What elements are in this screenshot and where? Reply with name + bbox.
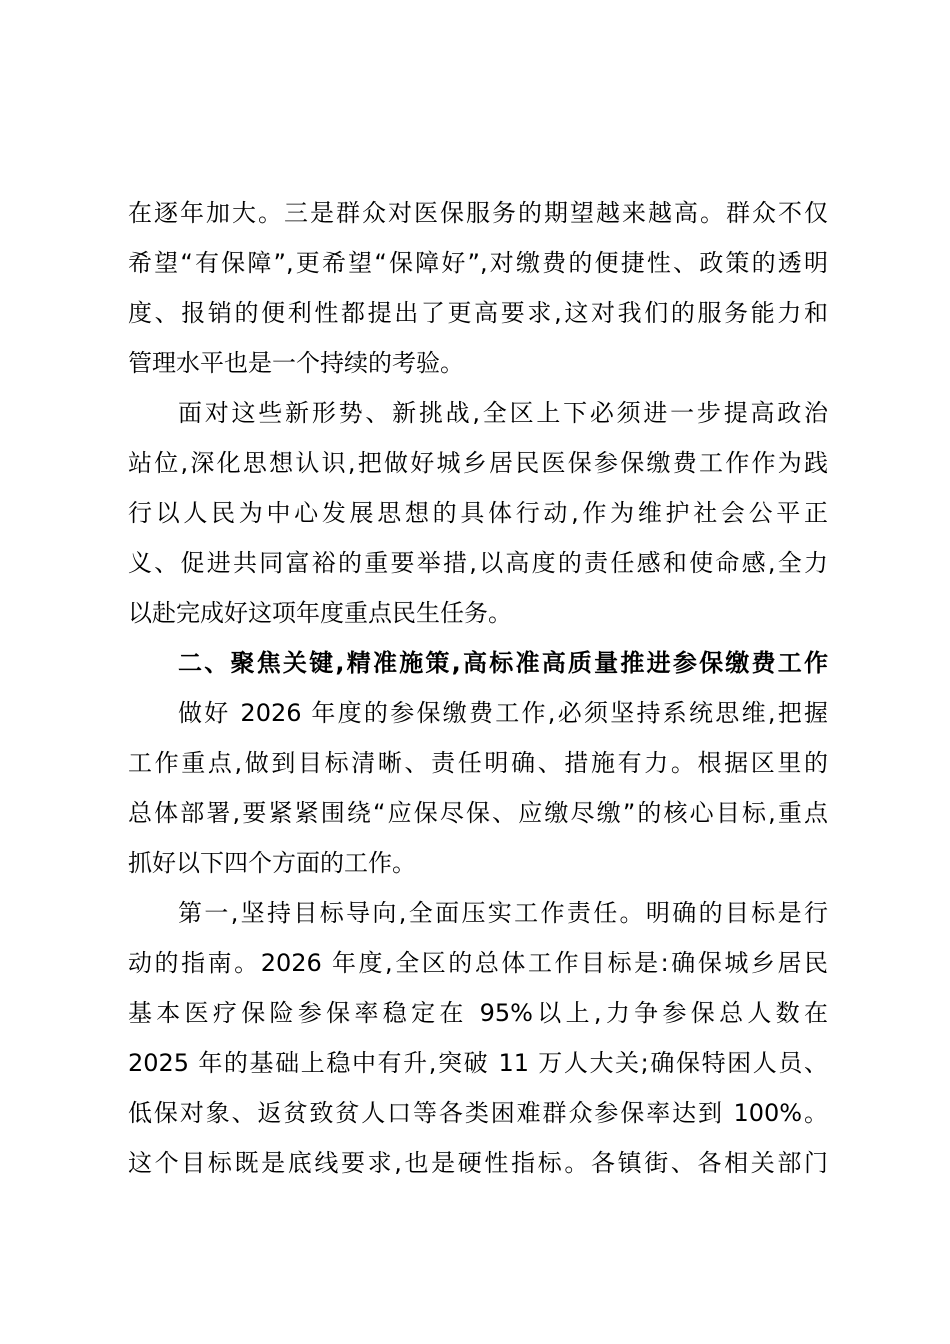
text-line: 抓好以下四个方面的工作。 bbox=[128, 849, 416, 877]
text-line: 度、报销的便利性都提出了更高要求,这对我们的服务能力和 bbox=[128, 299, 828, 327]
text-line: 做好 2026 年度的参保缴费工作,必须坚持系统思维,把握 bbox=[178, 699, 828, 727]
text-line: 站位,深化思想认识,把做好城乡居民医保参保缴费工作作为践 bbox=[128, 449, 828, 477]
text-line: 低保对象、返贫致贫人口等各类困难群众参保率达到 100%。 bbox=[128, 1099, 828, 1127]
text-line: 动的指南。2026 年度,全区的总体工作目标是:确保城乡居民 bbox=[128, 949, 828, 977]
text-line: 第一,坚持目标导向,全面压实工作责任。明确的目标是行 bbox=[178, 899, 828, 927]
text-line: 这个目标既是底线要求,也是硬性指标。各镇街、各相关部门 bbox=[128, 1149, 828, 1177]
text-line: 工作重点,做到目标清晰、责任明确、措施有力。根据区里的 bbox=[128, 749, 828, 777]
text-line: 希望“有保障”,更希望“保障好”,对缴费的便捷性、政策的透明 bbox=[128, 249, 828, 277]
text-line: 在逐年加大。三是群众对医保服务的期望越来越高。群众不仅 bbox=[128, 199, 828, 227]
text-line: 面对这些新形势、新挑战,全区上下必须进一步提高政治 bbox=[178, 399, 828, 427]
text-line: 以赴完成好这项年度重点民生任务。 bbox=[128, 599, 512, 627]
text-line: 基本医疗保险参保率稳定在 95%以上,力争参保总人数在 bbox=[128, 999, 828, 1027]
section-heading: 二、聚焦关键,精准施策,高标准高质量推进参保缴费工作 bbox=[178, 649, 828, 677]
text-line: 总体部署,要紧紧围绕“应保尽保、应缴尽缴”的核心目标,重点 bbox=[128, 799, 828, 827]
text-line: 义、促进共同富裕的重要举措,以高度的责任感和使命感,全力 bbox=[128, 549, 828, 577]
text-line: 行以人民为中心发展思想的具体行动,作为维护社会公平正 bbox=[128, 499, 828, 527]
text-line: 2025 年的基础上稳中有升,突破 11 万人大关;确保特困人员、 bbox=[128, 1049, 828, 1077]
text-line: 管理水平也是一个持续的考验。 bbox=[128, 349, 464, 377]
